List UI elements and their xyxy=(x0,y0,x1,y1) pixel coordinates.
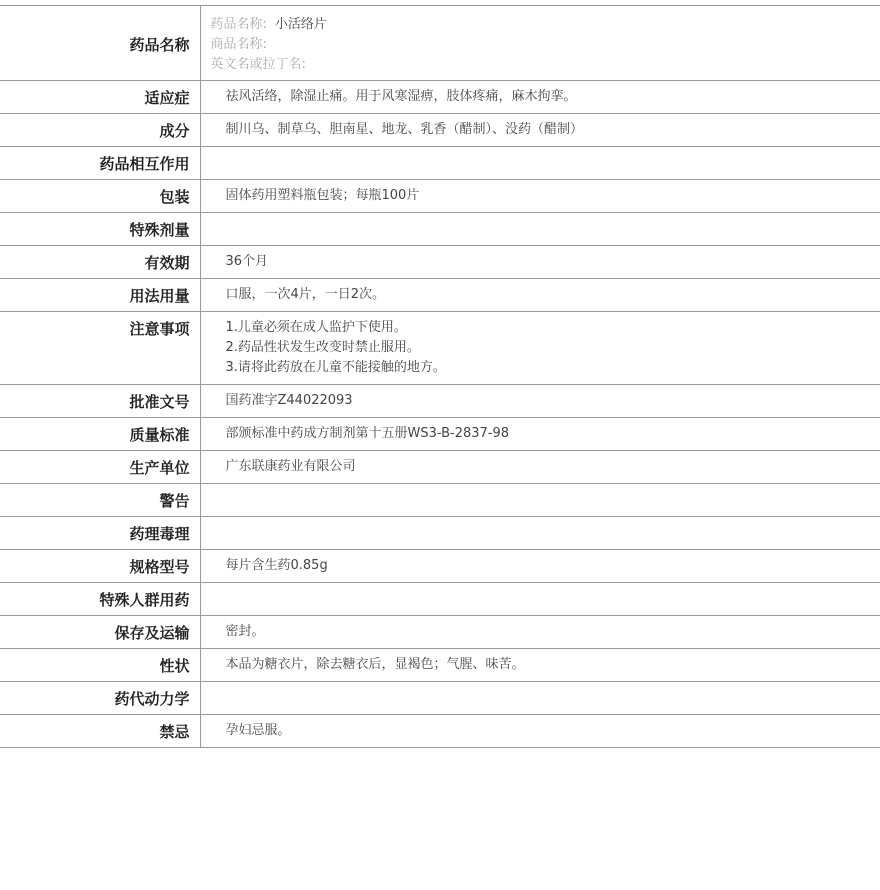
trade-name-key: 商品名称: xyxy=(210,37,267,52)
row-label: 警告 xyxy=(0,484,200,517)
row-value xyxy=(200,649,880,682)
value-line: 制川乌、制草乌、胆南星、地龙、乳香（醋制）、没药（醋制） xyxy=(225,122,584,137)
row-label: 特殊剂量 xyxy=(0,213,200,246)
row-label: 药理毒理 xyxy=(0,517,200,550)
row-value xyxy=(200,81,880,114)
row-label: 适应症 xyxy=(0,81,200,114)
generic-name-key: 药品名称: xyxy=(210,17,267,32)
value-line: 密封。 xyxy=(225,624,265,639)
drug-name-label: 药品名称 xyxy=(129,36,190,54)
row-value xyxy=(200,312,880,385)
row-value xyxy=(200,484,880,517)
row-drug-name xyxy=(0,6,880,81)
table-row xyxy=(0,385,880,418)
value-line: 2.药品性状发生改变时禁止服用。 xyxy=(225,340,420,355)
row-value xyxy=(200,279,880,312)
row-label: 生产单位 xyxy=(0,451,200,484)
row-label xyxy=(0,6,200,81)
value-line: 部颁标准中药成方制剂第十五册WS3-B-2837-98 xyxy=(225,426,510,441)
table-row xyxy=(0,517,880,550)
table-row xyxy=(0,682,880,715)
english-name-key: 英文名或拉丁名: xyxy=(210,57,306,72)
row-value xyxy=(200,550,880,583)
trade-name-line xyxy=(211,35,880,55)
value-line: 本品为糖衣片，除去糖衣后，显褐色；气腥、味苦。 xyxy=(225,657,525,672)
table-row xyxy=(0,147,880,180)
table-row xyxy=(0,715,880,748)
table-row xyxy=(0,213,880,246)
table-row xyxy=(0,616,880,649)
generic-name-line xyxy=(211,15,880,35)
row-label: 有效期 xyxy=(0,246,200,279)
value-line: 口服，一次4片，一日2次。 xyxy=(225,287,386,302)
table-row xyxy=(0,312,880,385)
row-label: 用法用量 xyxy=(0,279,200,312)
table-row xyxy=(0,451,880,484)
name-block xyxy=(200,6,880,81)
table-row xyxy=(0,81,880,114)
value-line: 广东联康药业有限公司 xyxy=(225,459,356,474)
value-line: 36个月 xyxy=(225,254,269,269)
row-label: 性状 xyxy=(0,649,200,682)
value-line: 国药准字Z44022093 xyxy=(225,393,353,408)
table-row xyxy=(0,180,880,213)
row-value xyxy=(200,451,880,484)
table-row xyxy=(0,550,880,583)
value-line: 祛风活络，除湿止痛。用于风寒湿痹，肢体疼痛，麻木拘挛。 xyxy=(225,89,577,104)
table-row xyxy=(0,484,880,517)
value-line: 孕妇忌服。 xyxy=(225,723,291,738)
row-label: 特殊人群用药 xyxy=(0,583,200,616)
row-value xyxy=(200,616,880,649)
row-value xyxy=(200,246,880,279)
row-label: 保存及运输 xyxy=(0,616,200,649)
row-value xyxy=(200,682,880,715)
row-label: 药代动力学 xyxy=(0,682,200,715)
row-label: 质量标准 xyxy=(0,418,200,451)
value-line: 3.请将此药放在儿童不能接触的地方。 xyxy=(225,360,446,375)
drug-info-table xyxy=(0,5,880,748)
row-label: 批准文号 xyxy=(0,385,200,418)
table-row xyxy=(0,114,880,147)
table-row xyxy=(0,246,880,279)
row-label: 药品相互作用 xyxy=(0,147,200,180)
row-value xyxy=(200,715,880,748)
row-label: 注意事项 xyxy=(0,312,200,385)
value-line: 1.儿童必须在成人监护下使用。 xyxy=(225,320,407,335)
table-row xyxy=(0,279,880,312)
row-value xyxy=(200,517,880,550)
row-value xyxy=(200,418,880,451)
row-label: 包装 xyxy=(0,180,200,213)
row-value xyxy=(200,147,880,180)
row-label: 成分 xyxy=(0,114,200,147)
row-value xyxy=(200,385,880,418)
row-label: 禁忌 xyxy=(0,715,200,748)
value-line: 固体药用塑料瓶包装；每瓶100片 xyxy=(225,188,420,203)
row-value xyxy=(200,213,880,246)
drug-info-body xyxy=(0,6,880,748)
row-label: 规格型号 xyxy=(0,550,200,583)
english-name-line xyxy=(211,55,880,75)
table-row xyxy=(0,649,880,682)
value-line: 每片含生药0.85g xyxy=(225,558,328,573)
row-value xyxy=(200,583,880,616)
table-row xyxy=(0,418,880,451)
row-value xyxy=(200,114,880,147)
row-value xyxy=(200,180,880,213)
table-row xyxy=(0,583,880,616)
generic-name-value: 小活络片 xyxy=(274,17,327,32)
